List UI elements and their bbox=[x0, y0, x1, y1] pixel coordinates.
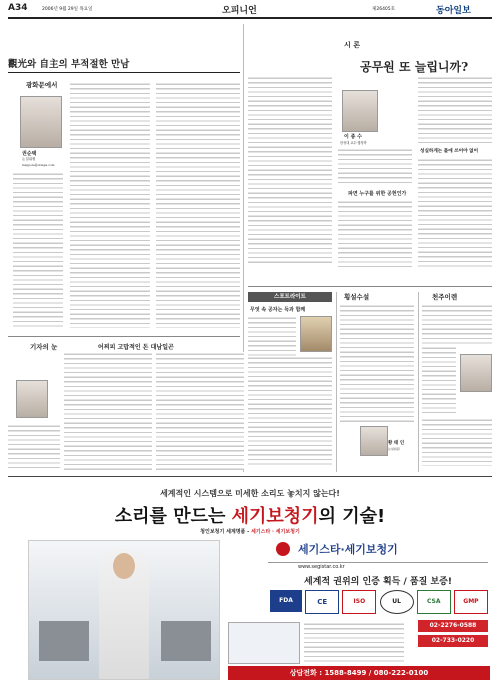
ad-brand-right: 세기스타·세기보청기 bbox=[298, 543, 398, 556]
column-hoengseol bbox=[340, 292, 414, 472]
ad-brand-header bbox=[268, 538, 488, 563]
cert-ce: CE bbox=[305, 590, 339, 614]
column-kicker: 횡설수설 bbox=[344, 293, 370, 301]
column-headline: 무엇 속 공자는 득과 함께 bbox=[250, 307, 306, 313]
column-kicker: 스포트라이트 bbox=[248, 292, 332, 302]
ad-sub-label: 청인보청기 세계명품 - bbox=[200, 529, 250, 535]
column-siron bbox=[248, 24, 492, 279]
ad-lab-photo bbox=[28, 540, 220, 680]
ad-phone-1[interactable]: 02-2276-0588 bbox=[418, 620, 488, 632]
body-text bbox=[156, 82, 240, 328]
author-photo bbox=[360, 426, 388, 456]
body-text bbox=[340, 304, 414, 422]
cert-gmp: GMP bbox=[454, 590, 488, 614]
section-rule bbox=[8, 336, 240, 337]
body-text bbox=[248, 356, 332, 466]
ad-headline-post: 의 기술! bbox=[318, 506, 386, 527]
column-kicker: 기자의 눈 bbox=[30, 343, 58, 351]
author-role: 한성대 교수·행정학 bbox=[340, 141, 367, 145]
column-divider bbox=[418, 292, 419, 472]
ad-device-left bbox=[39, 621, 89, 661]
author-name: 이 종 수 bbox=[344, 134, 362, 140]
paper-logo: 동아일보 bbox=[436, 6, 471, 16]
ad-brand-icon bbox=[276, 542, 290, 556]
column-divider bbox=[336, 292, 337, 472]
cert-ul: UL bbox=[380, 590, 414, 614]
column-reporter bbox=[8, 340, 244, 475]
author-photo bbox=[16, 380, 48, 418]
body-text bbox=[338, 200, 412, 268]
section-subhead: 파면 누구를 위한 공헌인가 bbox=[348, 191, 407, 197]
section-subhead: 성실하게는 틀에 쓰어야 없어 bbox=[420, 149, 479, 154]
section-title: 오피니언 bbox=[222, 6, 257, 16]
column-headline: 어찌피 고맙적인 돈 대남일곤 bbox=[98, 344, 174, 351]
body-text bbox=[70, 82, 150, 328]
author-photo bbox=[20, 96, 62, 148]
column-byline: 광화문에서 bbox=[26, 81, 58, 89]
author-name: 황 태 인 bbox=[388, 441, 405, 446]
column-cheonju bbox=[422, 292, 492, 472]
author-email: maypole@donga.com bbox=[22, 163, 55, 167]
article-photo bbox=[300, 316, 332, 352]
body-text bbox=[156, 352, 244, 470]
column-gwanghwamun bbox=[8, 26, 240, 331]
column-kicker: 천주이렌 bbox=[432, 293, 458, 301]
issue-number: 제26405호 bbox=[372, 7, 396, 12]
ad-contact-bar[interactable]: 상담전화 : 1588-8499 / 080-222-0100 bbox=[228, 666, 490, 680]
ad-person-head bbox=[113, 553, 135, 579]
article-photo bbox=[460, 354, 492, 392]
body-text bbox=[64, 352, 152, 470]
body-text bbox=[13, 172, 63, 327]
cert-iso: ISO bbox=[342, 590, 376, 614]
ad-subline bbox=[8, 528, 492, 535]
body-text bbox=[422, 418, 492, 466]
author-role: 논설위원 bbox=[22, 157, 36, 161]
issue-date: 2006년 9월 29일 목요일 bbox=[42, 7, 93, 12]
cert-csa: CSA bbox=[417, 590, 451, 614]
hearing-aid-ad[interactable] bbox=[8, 478, 492, 684]
ad-sub-brand: 세기스타 · 세기보청기 bbox=[250, 529, 300, 535]
ad-cert-title: 세계적 권위의 인증 획득 / 품질 보증! bbox=[304, 577, 452, 587]
column-spotlight bbox=[248, 292, 332, 472]
ad-headline-brand: 세기보청기 bbox=[231, 506, 319, 527]
ad-headline-pre: 소리를 만드는 bbox=[114, 506, 232, 527]
column-headline: 공무원 또 늘립니까? bbox=[360, 60, 469, 74]
body-text bbox=[248, 316, 296, 356]
ad-headline bbox=[8, 502, 492, 528]
page-number: A34 bbox=[8, 3, 28, 13]
ad-phone-2[interactable]: 02-733-0220 bbox=[418, 635, 488, 647]
body-text bbox=[338, 148, 412, 186]
column-headline: 觀光와 自主의 부적절한 만남 bbox=[8, 59, 130, 70]
body-text bbox=[418, 76, 492, 144]
ad-top-line: 세계적인 시스템으로 미세한 소리도 놓치지 않는다! bbox=[160, 489, 340, 498]
author-photo bbox=[342, 90, 378, 132]
body-text bbox=[8, 424, 60, 468]
section-rule bbox=[248, 286, 492, 287]
ad-fine-print bbox=[304, 622, 404, 662]
masthead bbox=[0, 0, 500, 18]
cert-fda: FDA bbox=[270, 590, 302, 612]
column-kicker: 시 론 bbox=[344, 40, 360, 49]
body-text bbox=[418, 158, 492, 268]
ad-rule bbox=[8, 476, 492, 477]
headline-rule bbox=[8, 72, 240, 73]
ad-device-right bbox=[161, 621, 211, 661]
author-role: 논설위원 bbox=[388, 447, 400, 451]
ad-map bbox=[228, 622, 300, 664]
body-text bbox=[248, 76, 332, 266]
ad-url[interactable]: www.segistar.co.kr bbox=[298, 564, 345, 570]
ad-cert-logos bbox=[270, 590, 488, 614]
masthead-rule bbox=[8, 17, 492, 19]
author-name: 권순택 bbox=[22, 151, 37, 157]
body-text bbox=[422, 304, 492, 344]
body-text bbox=[422, 346, 456, 416]
